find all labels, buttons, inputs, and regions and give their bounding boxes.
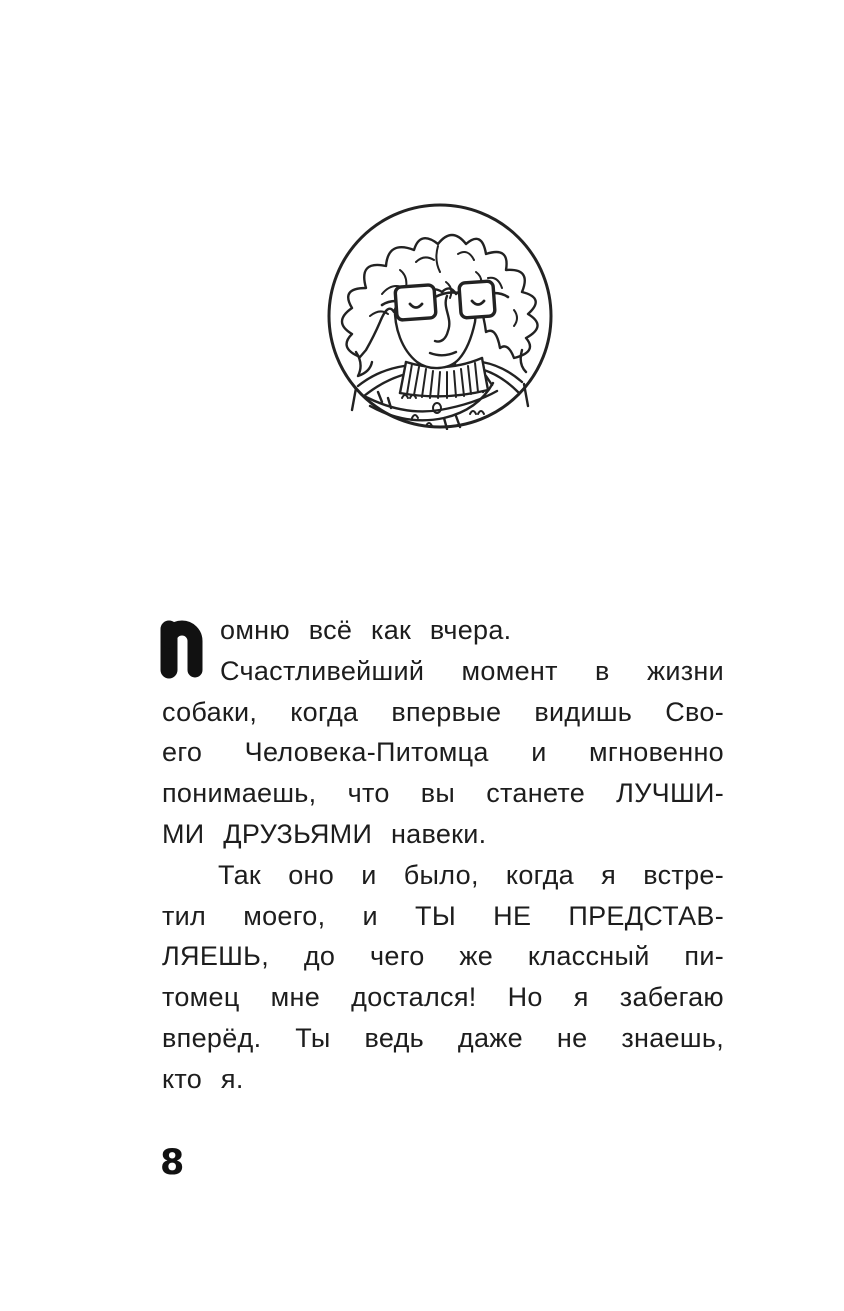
- boy-portrait-svg: [326, 202, 554, 430]
- text-line: томец мне достался! Но я забегаю: [162, 982, 724, 1013]
- text-line: Так оно и было, когда я встре-: [218, 859, 724, 890]
- text-line: омню всё как вчера.: [220, 615, 512, 645]
- text-line: Счастливейший момент в жизни: [220, 655, 724, 686]
- text-line: его Человека-Питомца и мгновенно: [162, 737, 724, 768]
- boy-portrait-illustration: [326, 202, 554, 430]
- glasses-left-lens: [395, 285, 436, 321]
- text-line: МИ ДРУЗЬЯМИ навеки.: [162, 818, 487, 849]
- text-line: понимаешь, что вы станете ЛУЧШИ-: [162, 778, 724, 809]
- page-number: 8: [160, 1143, 185, 1183]
- text-line: собаки, когда впервые видишь Сво-: [162, 696, 724, 727]
- text-line: ЛЯЕШЬ, до чего же классный пи-: [162, 941, 724, 972]
- text-line: кто я.: [162, 1063, 244, 1094]
- text-line: вперёд. Ты ведь даже не знаешь,: [162, 1022, 724, 1053]
- body-text: [162, 610, 724, 1100]
- glasses-right-lens: [459, 281, 495, 318]
- text-line: тил моего, и ТЫ НЕ ПРЕДСТАВ-: [162, 900, 724, 931]
